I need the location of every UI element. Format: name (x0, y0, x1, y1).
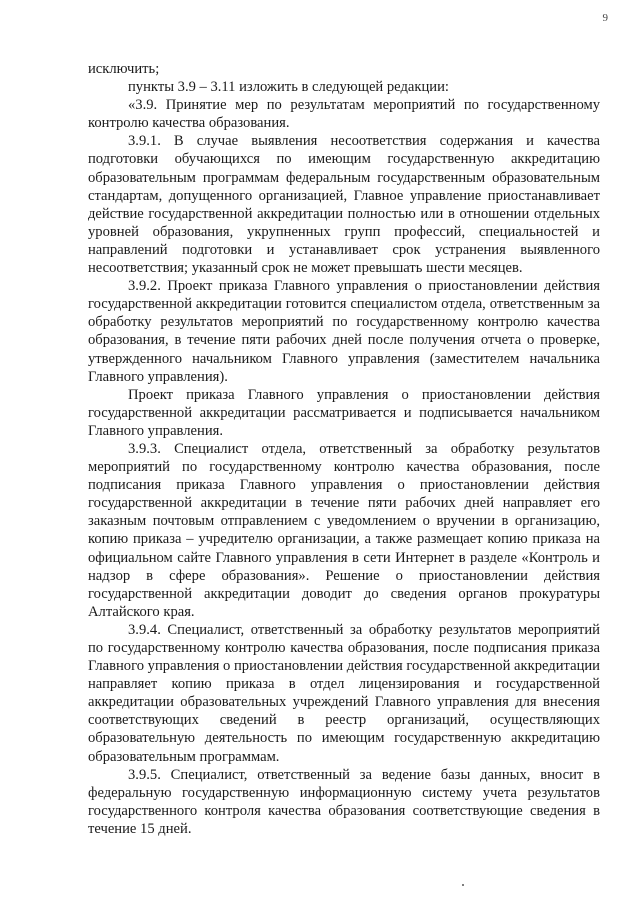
paragraph-3-9: «3.9. Принятие мер по результатам мероприятий по государственному контролю качества образования. (88, 97, 600, 132)
paragraph-3-9-4: 3.9.4. Специалист, ответственный за обработку результатов мероприятий по государственному контролю качества образования, после подписания приказа Главного управления о приостановлении действия государственной аккредитации направляет копию приказа в отдел лицензирования и государственной аккредитации образовательных учреждений Главного управления для внесения соответствующих сведений в реестр организаций, осуществляющих образовательную деятельность по имеющим государственную аккредитацию образовательным программам. (88, 621, 600, 765)
paragraph-3-9-2: 3.9.2. Проект приказа Главного управления о приостановлении действия государственной аккредитации готовится специалистом отдела, ответственным за обработку результатов мероприятий по государственному контролю качества образования, в течение пяти рабочих дней после получения отчета о проверке, утвержденного начальником Главного управления (заместителем начальника Главного управления). (88, 278, 600, 385)
paragraph-points: пункты 3.9 – 3.11 изложить в следующей редакции: (128, 79, 449, 96)
document-body (88, 60, 600, 838)
paragraph-3-9-5: 3.9.5. Специалист, ответственный за ведение базы данных, вносит в федеральную государственную информационную систему учета результатов государственного контроля качества образования соответствующие сведения в течение 15 дней. (88, 766, 600, 837)
scan-speck (462, 884, 464, 886)
page-number: 9 (602, 12, 608, 24)
paragraph-3-9-1: 3.9.1. В случае выявления несоответствия содержания и качества подготовки обучающихся по имеющим государственную аккредитацию образовательным программам федеральным государственным образовательным стандартам, допущенного организацией, Главное управление приостанавливает действие государственной аккредитации полностью или в отношении отдельных уровней образования, укрупненных групп профессий, специальностей и направлений подготовки и устанавливает срок устранения выявленного несоответствия; указанный срок не может превышать шести месяцев. (88, 133, 600, 277)
paragraph-3-9-3: 3.9.3. Специалист отдела, ответственный за обработку результатов мероприятий по государственному контролю качества образования, после подписания приказа Главного управления о приостановлении действия государственной аккредитации в течение пяти рабочих дней направляет его заказным почтовым отправлением с уведомлением о вручении в организацию, копию приказа – учредителю организации, а также размещает копию приказа на официальном сайте Главного управления в сети Интернет в разделе «Контроль и надзор в сфере образования». Решение о приостановлении действия государственной аккредитации доводит до сведения органов прокуратуры Алтайского края. (88, 440, 600, 620)
paragraph-project: Проект приказа Главного управления о приостановлении действия государственной аккредитации рассматривается и подписывается начальником Главного управления. (88, 386, 600, 439)
paragraph-exclude: исключить; (88, 61, 160, 77)
